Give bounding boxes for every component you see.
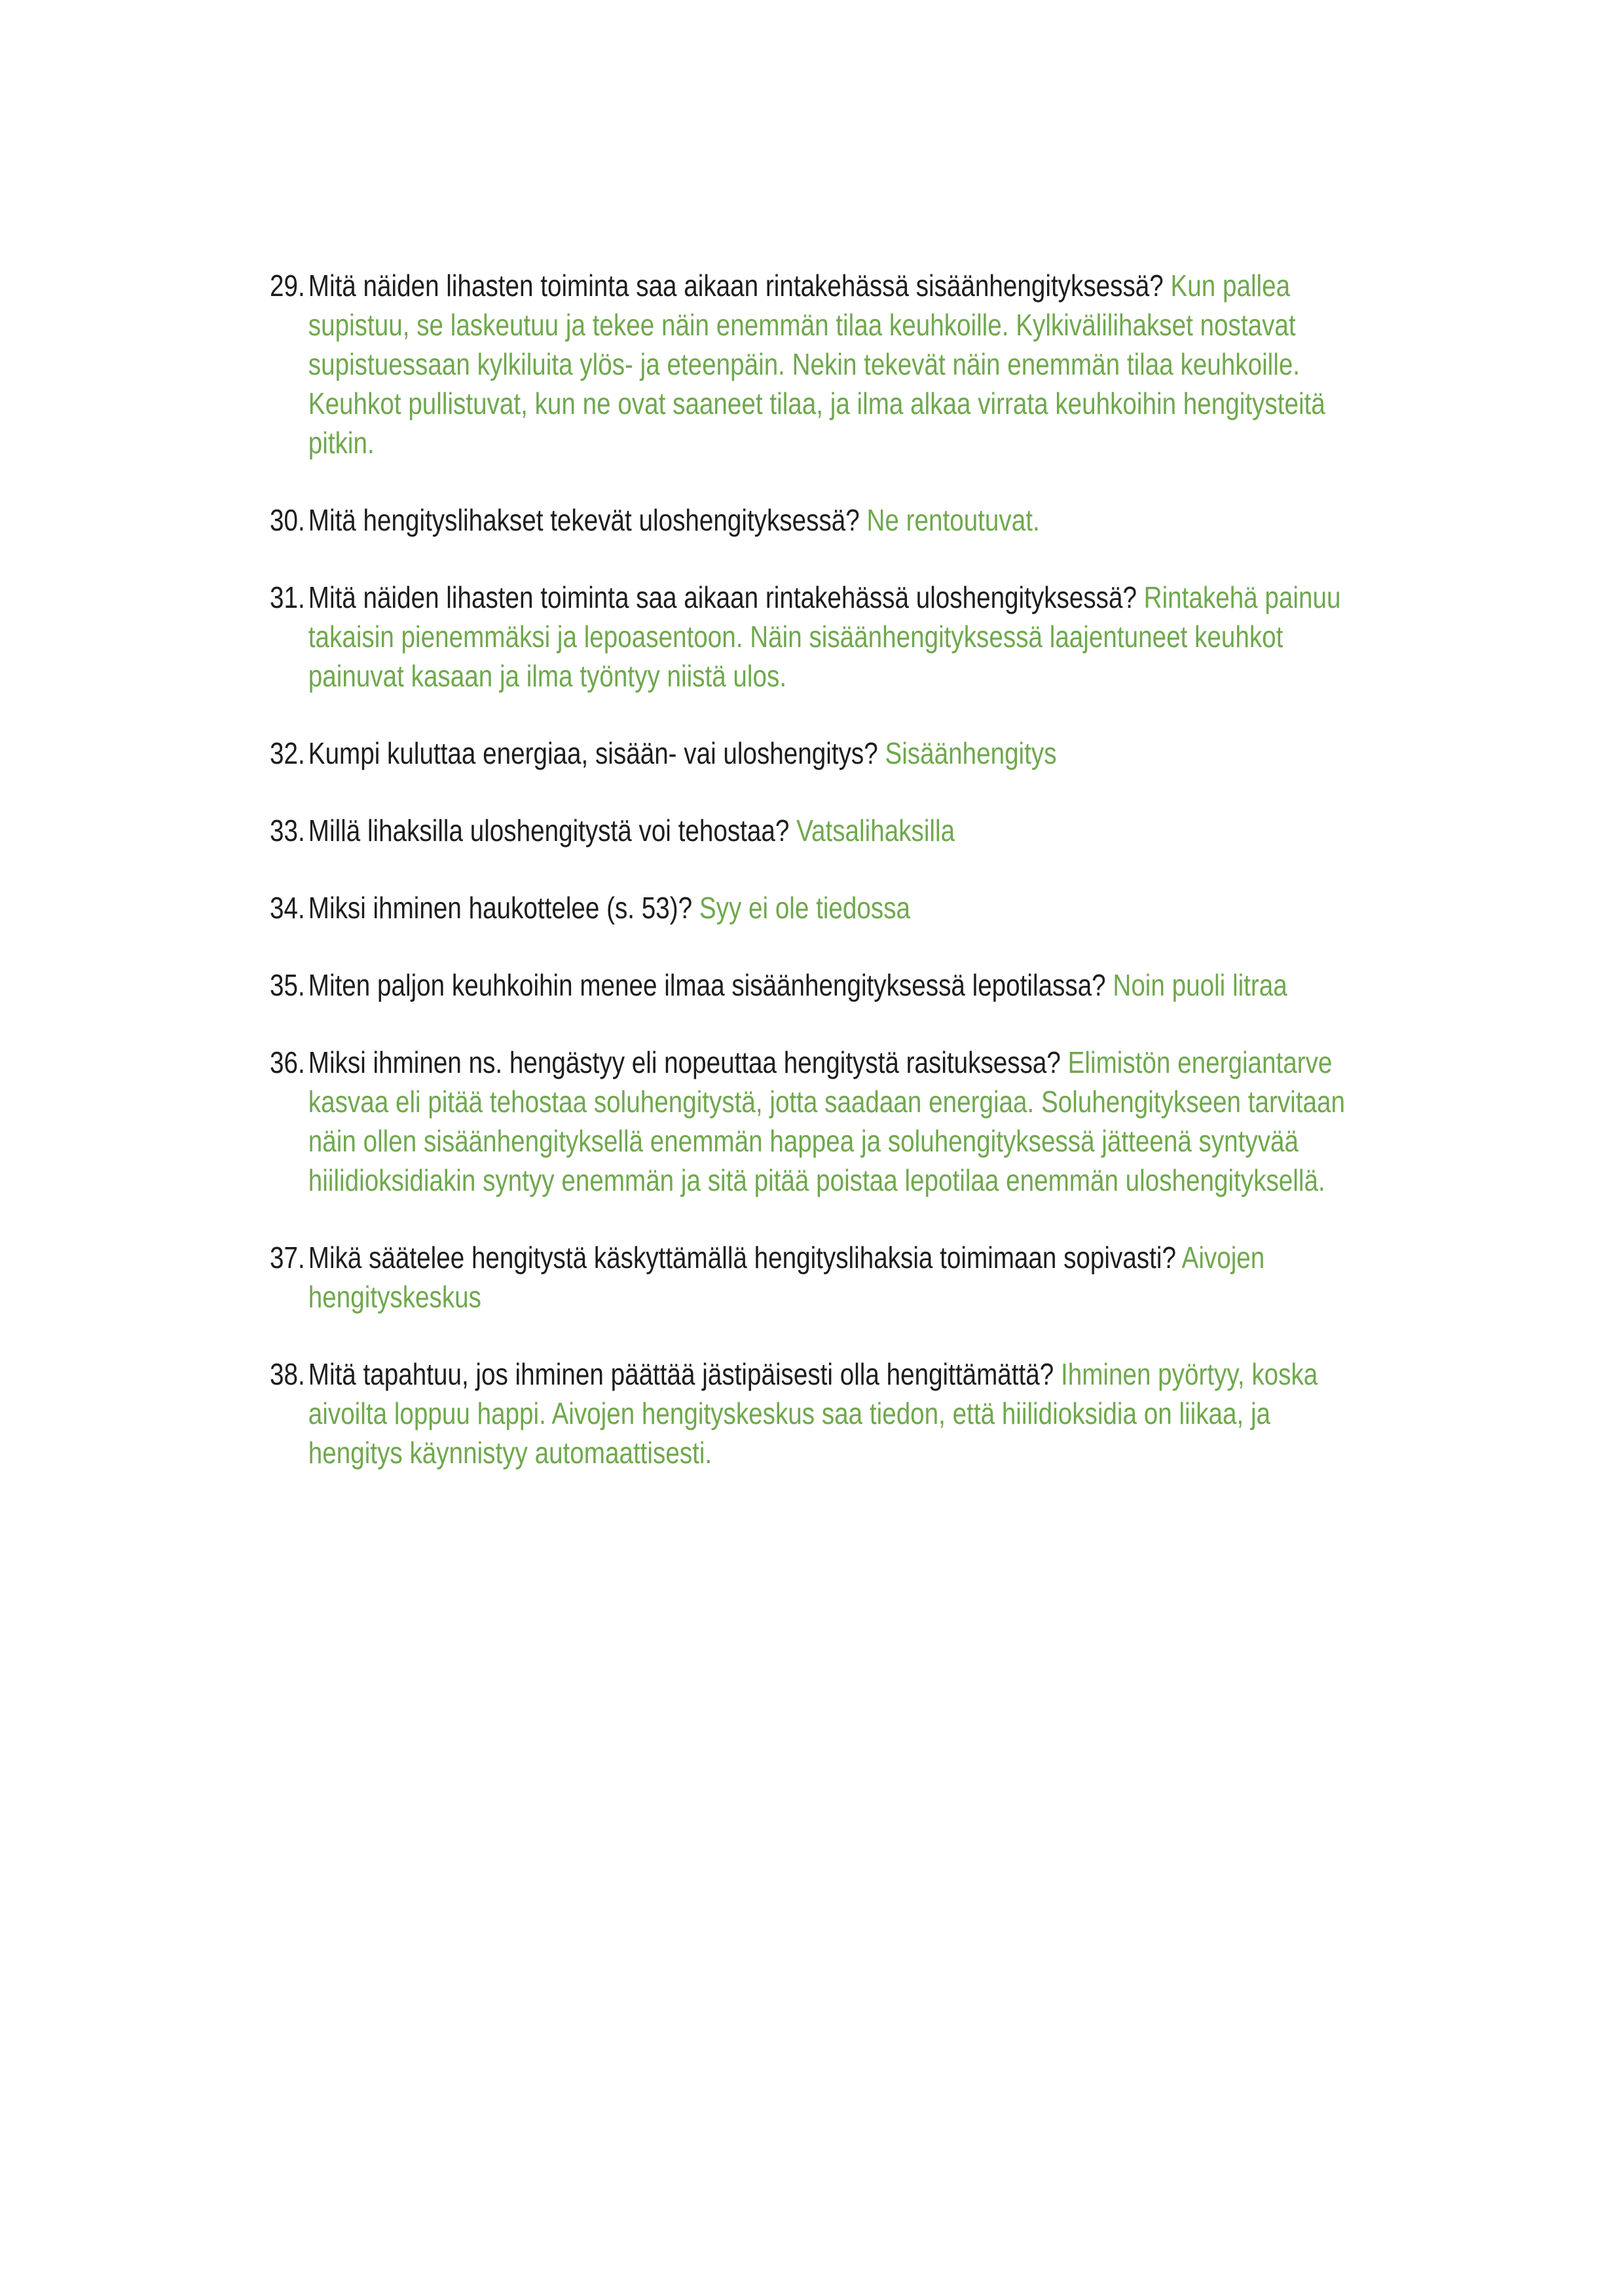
question-text: Mitä näiden lihasten toiminta saa aikaan rintakehässä uloshengityksessä? bbox=[308, 580, 1137, 614]
question-number: 37. bbox=[270, 1241, 305, 1275]
question-number: 32. bbox=[270, 736, 305, 770]
qa-body bbox=[308, 578, 1372, 696]
question-text: Mikä säätelee hengitystä käskyttämällä hengityslihaksia toimimaan sopivasti? bbox=[308, 1241, 1176, 1275]
qa-item-36 bbox=[270, 1043, 1372, 1200]
question-number: 29. bbox=[270, 269, 305, 303]
qa-body bbox=[308, 1238, 1372, 1316]
question-text: Miten paljon keuhkoihin menee ilmaa sisäänhengityksessä lepotilassa? bbox=[308, 968, 1106, 1002]
qa-body bbox=[308, 1043, 1372, 1200]
answer-text: Syy ei ole tiedossa bbox=[699, 891, 911, 925]
qa-body bbox=[308, 965, 1372, 1005]
qa-item-32 bbox=[270, 734, 1372, 773]
answer-text: Kun pallea supistuu, se laskeutuu ja tekee näin enemmän tilaa keuhkoille. Kylkivälilihakset nostavat supistuessaan kylkiluita ylös- ja eteenpäin. Nekin tekevät näin enemmän tilaa keuhkoille. Keuhkot pullistuvat, kun ne ovat saaneet tilaa, ja ilma alkaa virrata keuhkoihin hengitysteitä pitkin. bbox=[308, 269, 1325, 460]
answer-text: Noin puoli litraa bbox=[1113, 968, 1287, 1002]
answer-text: Ihminen pyörtyy, koska aivoilta loppuu happi. Aivojen hengityskeskus saa tiedon, että hiilidioksidia on liikaa, ja hengitys käynnistyy automaattisesti. bbox=[308, 1357, 1318, 1470]
question-text: Kumpi kuluttaa energiaa, sisään- vai uloshengitys? bbox=[308, 736, 878, 770]
scanned-answer-sheet bbox=[270, 266, 1372, 1510]
qa-body bbox=[308, 1354, 1372, 1472]
question-number: 30. bbox=[270, 503, 305, 537]
question-number: 31. bbox=[270, 580, 305, 614]
qa-body bbox=[308, 500, 1372, 540]
qa-item-30 bbox=[270, 500, 1372, 540]
qa-item-38 bbox=[270, 1354, 1372, 1472]
qa-item-33 bbox=[270, 811, 1372, 850]
question-text: Mitä näiden lihasten toiminta saa aikaan rintakehässä sisäänhengityksessä? bbox=[308, 269, 1164, 303]
qa-item-29 bbox=[270, 266, 1372, 462]
answer-text: Sisäänhengitys bbox=[885, 736, 1057, 770]
question-text: Miksi ihminen haukottelee (s. 53)? bbox=[308, 891, 693, 925]
qa-item-34 bbox=[270, 888, 1372, 927]
answer-text: Elimistön energiantarve kasvaa eli pitää tehostaa soluhengitystä, jotta saadaan energiaa. Soluhengitykseen tarvitaan näin ollen sisäänhengityksellä enemmän happea ja soluhengityksessä jätteenä syntyvää hiilidioksidiakin syntyy enemmän ja sitä pitää poistaa lepotilaa enemmän uloshengityksellä. bbox=[308, 1045, 1345, 1197]
question-text: Mitä hengityslihakset tekevät uloshengityksessä? bbox=[308, 503, 860, 537]
answer-text: Ne rentoutuvat. bbox=[866, 503, 1040, 537]
question-text: Mitä tapahtuu, jos ihminen päättää jästipäisesti olla hengittämättä? bbox=[308, 1357, 1054, 1391]
answer-text: Vatsalihaksilla bbox=[796, 813, 955, 848]
question-number: 34. bbox=[270, 891, 305, 925]
qa-body bbox=[308, 734, 1372, 773]
question-number: 33. bbox=[270, 813, 305, 848]
question-number: 38. bbox=[270, 1357, 305, 1391]
qa-item-35 bbox=[270, 965, 1372, 1005]
qa-item-31 bbox=[270, 578, 1372, 696]
answer-text: Rintakehä painuu takaisin pienemmäksi ja lepoasentoon. Näin sisäänhengityksessä laajentuneet keuhkot painuvat kasaan ja ilma työntyy niistä ulos. bbox=[308, 580, 1341, 693]
qa-item-37 bbox=[270, 1238, 1372, 1316]
qa-body bbox=[308, 266, 1372, 462]
question-text: Millä lihaksilla uloshengitystä voi tehostaa? bbox=[308, 813, 790, 848]
qa-body bbox=[308, 888, 1372, 927]
question-number: 35. bbox=[270, 968, 305, 1002]
qa-body bbox=[308, 811, 1372, 850]
question-number: 36. bbox=[270, 1045, 305, 1079]
question-text: Miksi ihminen ns. hengästyy eli nopeuttaa hengitystä rasituksessa? bbox=[308, 1045, 1061, 1079]
answer-text: Aivojen hengityskeskus bbox=[308, 1241, 1265, 1314]
